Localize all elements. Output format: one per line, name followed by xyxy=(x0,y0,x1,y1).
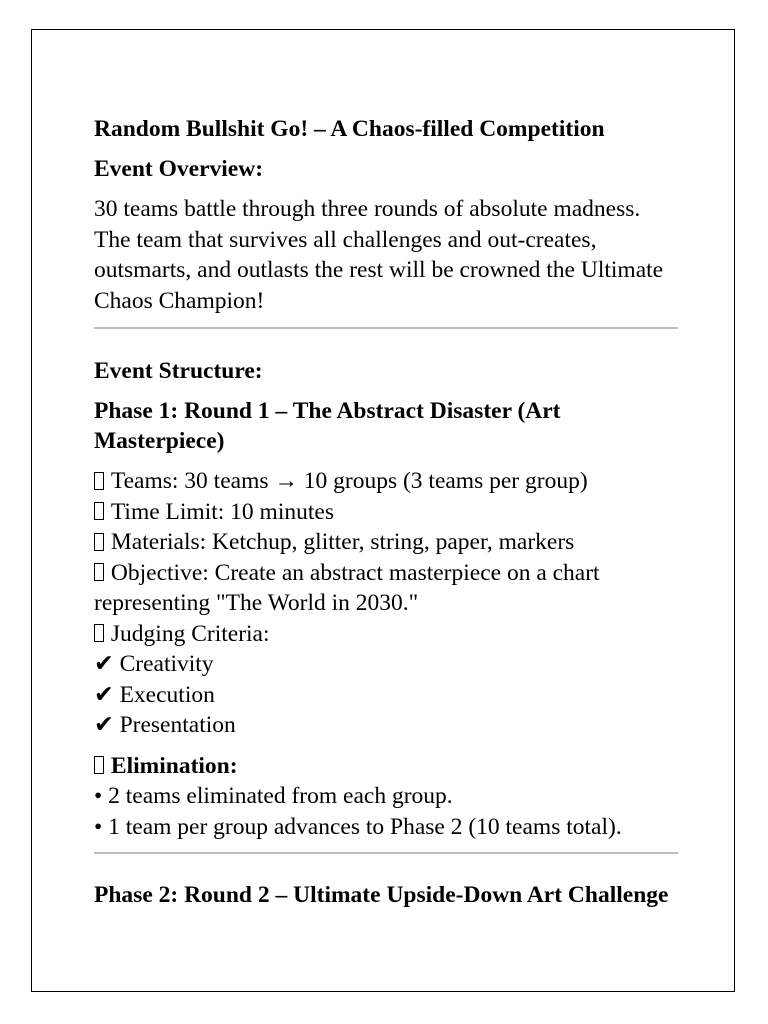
criteria-text: Presentation xyxy=(119,712,236,738)
section-divider xyxy=(94,327,678,329)
checkmark-icon: ✔ xyxy=(94,651,114,677)
document-title: Random Bullshit Go! – A Chaos-filled Competition xyxy=(94,116,605,142)
phase1-details xyxy=(94,466,678,741)
objective-text: Objective: Create an abstract masterpiece on a chart representing "The World in 2030." xyxy=(94,559,600,616)
elimination-text: 1 team per group advances to Phase 2 (10 teams total). xyxy=(108,813,622,840)
elimination-item xyxy=(94,781,678,812)
materials-text: Materials: Ketchup, glitter, string, paper, markers xyxy=(110,529,575,555)
phase2-heading: Phase 2: Round 2 – Ultimate Upside-Down Art Challenge xyxy=(94,882,669,908)
materials-line xyxy=(94,527,678,558)
checkmark-icon: ✔ xyxy=(94,712,114,738)
overview-heading: Event Overview: xyxy=(94,156,264,182)
criteria-item xyxy=(94,649,678,680)
elimination-heading xyxy=(94,751,678,782)
overview-text: 30 teams battle through three rounds of absolute madness. The team that survives all challenges and out-creates, outsmarts, and outlasts the rest will be crowned the Ultimate Chaos Champion! xyxy=(94,196,664,314)
teams-text: Teams: 30 teams → 10 groups (3 teams per group) xyxy=(110,468,588,494)
phase1-heading: Phase 1: Round 1 – The Abstract Disaster (Art Masterpiece) xyxy=(94,398,561,454)
criteria-text: Execution xyxy=(119,681,215,708)
judging-label: Judging Criteria: xyxy=(110,620,270,647)
criteria-item xyxy=(94,680,678,711)
time-limit-line xyxy=(94,497,678,528)
missing-glyph-icon xyxy=(94,472,104,490)
bullet-icon: • xyxy=(94,783,103,809)
document-content xyxy=(94,114,678,910)
elimination-label: Elimination: xyxy=(110,752,238,779)
document-page xyxy=(31,29,735,992)
criteria-text: Creativity xyxy=(119,651,214,677)
checkmark-icon: ✔ xyxy=(94,681,114,708)
missing-glyph-icon xyxy=(94,624,104,642)
missing-glyph-icon xyxy=(94,502,104,520)
criteria-item xyxy=(94,710,678,741)
missing-glyph-icon xyxy=(94,533,104,551)
elimination-text: 2 teams eliminated from each group. xyxy=(108,783,453,809)
missing-glyph-icon xyxy=(94,563,104,581)
judging-line xyxy=(94,619,678,650)
elimination-item xyxy=(94,812,678,843)
structure-heading: Event Structure: xyxy=(94,358,263,384)
time-limit-text: Time Limit: 10 minutes xyxy=(110,498,334,525)
missing-glyph-icon xyxy=(94,756,104,774)
section-divider xyxy=(94,852,678,854)
bullet-icon: • xyxy=(94,813,103,840)
objective-line xyxy=(94,558,678,619)
teams-line xyxy=(94,466,678,497)
